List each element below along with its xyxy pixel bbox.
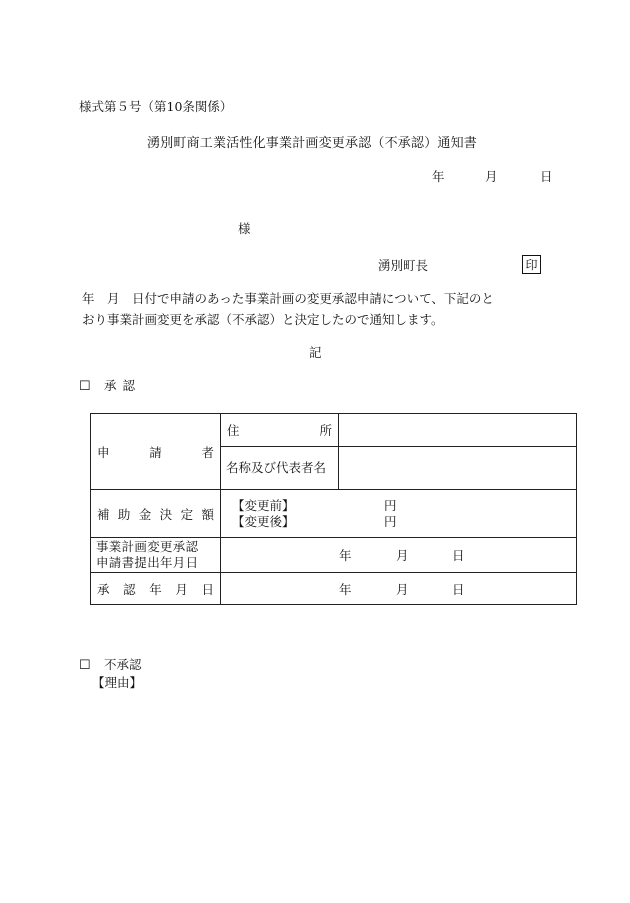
approve-checkbox[interactable]: ☐ <box>79 379 91 394</box>
approval-date-label-cell <box>91 573 221 605</box>
ki-heading: 記 <box>309 345 322 360</box>
submission-month: 月 <box>396 548 409 563</box>
submission-day: 日 <box>452 548 465 563</box>
amount-after-label: 【変更後】 <box>232 513 295 529</box>
name-label-cell <box>221 447 339 490</box>
submission-year: 年 <box>339 548 352 563</box>
form-number: 様式第５号（第10条関係） <box>79 99 233 114</box>
subsidy-label: 補 助 金 決 定 額 <box>97 506 214 522</box>
page-title: 湧別町商工業活性化事業計画変更承認（不承認）通知書 <box>147 136 478 151</box>
submission-date-label-line-2: 申請書提出年月日 <box>96 555 199 570</box>
approve-label: 承認 <box>104 378 142 393</box>
address-label <box>221 421 338 439</box>
addressee-honorific: 様 <box>238 221 251 236</box>
amount-after-yen: 円 <box>384 513 397 529</box>
applicant-label-char-2: 請 <box>149 444 162 460</box>
amount-after-row <box>232 514 576 530</box>
approval-month: 月 <box>396 581 409 597</box>
applicant-label-char-1: 申 <box>97 444 110 460</box>
amount-before-label: 【変更前】 <box>232 497 295 513</box>
applicant-label <box>91 443 220 461</box>
details-table <box>90 413 577 605</box>
amount-before-yen: 円 <box>384 497 397 513</box>
name-value[interactable] <box>339 447 577 490</box>
approval-year: 年 <box>339 581 352 597</box>
applicant-label-char-3: 者 <box>201 444 214 460</box>
body-text-line-2: おり事業計画変更を承認（不承認）と決定したので通知します。 <box>82 312 444 327</box>
approval-date-label: 承 認 年 月 日 <box>97 581 214 597</box>
amount-before-row <box>232 498 576 514</box>
date-year-label: 年 <box>432 169 445 184</box>
body-text-line-1: 年 月 日付で申請のあった事業計画の変更承認申請について、下記のと <box>82 291 494 306</box>
issuer-name: 湧別町長 <box>378 258 429 273</box>
disapprove-checkbox[interactable]: ☐ <box>79 658 91 673</box>
address-label-cell <box>221 414 339 447</box>
submission-date-label <box>91 539 220 571</box>
disapprove-label: 不承認 <box>104 657 142 672</box>
address-label-char-1: 住 <box>227 423 240 438</box>
date-day-label: 日 <box>540 169 553 184</box>
submission-date-label-cell <box>91 538 221 573</box>
reason-label: 【理由】 <box>92 675 143 690</box>
name-label: 名称及び代表者名 <box>226 460 327 475</box>
seal-mark: 印 <box>522 255 541 274</box>
submission-date-value[interactable] <box>221 538 577 573</box>
applicant-label-cell <box>91 414 221 490</box>
subsidy-label-cell <box>91 490 221 538</box>
approval-date-value[interactable] <box>221 573 577 605</box>
subsidy-value-cell[interactable] <box>221 490 577 538</box>
address-value[interactable] <box>339 414 577 447</box>
submission-date-label-line-1: 事業計画変更承認 <box>96 539 199 554</box>
address-label-char-2: 所 <box>319 423 332 438</box>
date-month-label: 月 <box>485 169 498 184</box>
approval-day: 日 <box>452 581 465 597</box>
